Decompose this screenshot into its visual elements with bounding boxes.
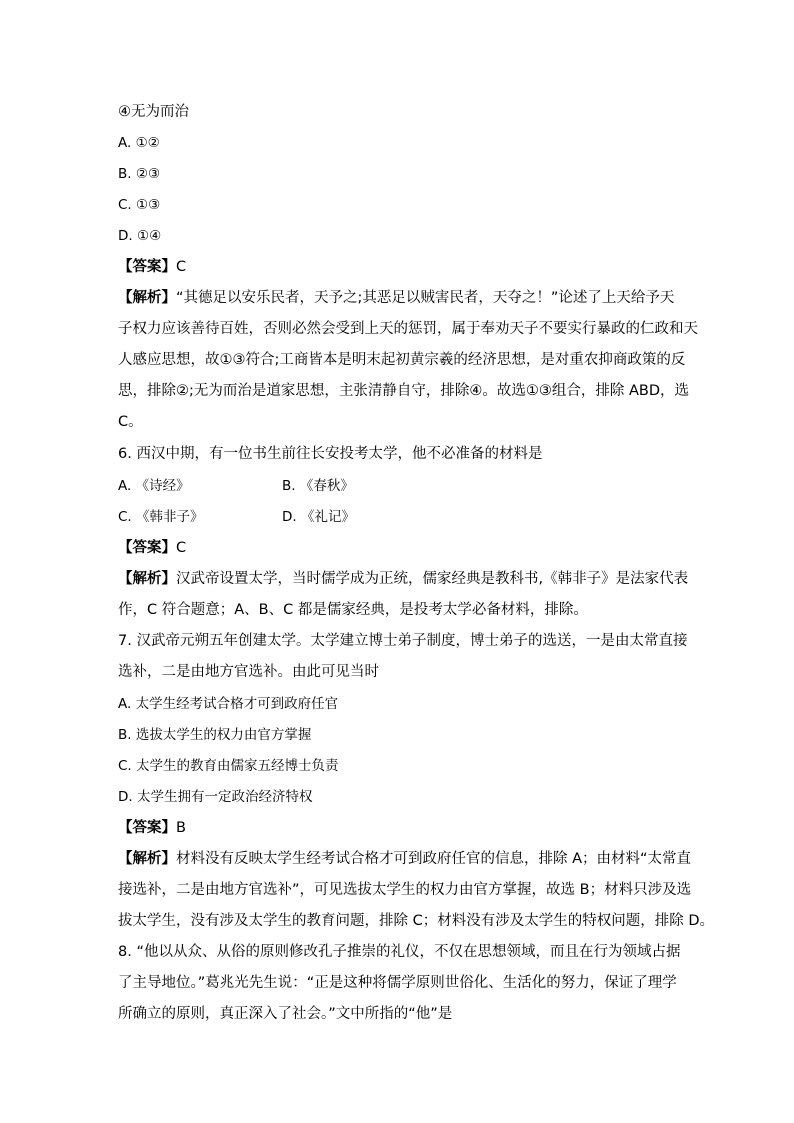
answer-value: C	[176, 540, 187, 556]
q5-analysis-line-3: 人感应思想，故①③符合;工商皆本是明末起初黄宗羲的经济思想，是对重农抑商政策的反	[118, 352, 686, 368]
answer-tag: 【答案】	[118, 820, 176, 836]
q6-option-a: A. 《诗经》	[118, 478, 190, 494]
q6-answer	[118, 538, 678, 558]
q7-option-b: B. 选拔太学生的权力由官方掌握	[118, 727, 312, 743]
q8-stem-line-1: 8. “他以从众、从俗的原则修改孔子推崇的礼仪，不仅在思想领域，而且在行为领域占据	[118, 944, 681, 960]
q5-item-4: ④无为而治	[118, 104, 189, 120]
q6-options-row-1	[118, 476, 678, 496]
q8-stem-line-3: 所确立的原则，真正深入了社会。”文中所指的“他”是	[118, 1006, 453, 1022]
q7-analysis-line-2: 接选补，二是由地方官选补”，可见选拔太学生的权力由官方掌握，故选 B；材料只涉及选	[118, 882, 692, 898]
q5-analysis-line-1	[118, 288, 678, 308]
q6-analysis-line-2: 作，C 符合题意；A、B、C 都是儒家经典，是投考太学必备材料，排除。	[118, 602, 588, 618]
analysis-text: 材料没有反映太学生经考试合格才可到政府任官的信息，排除 A；由材料“太常直	[176, 851, 692, 867]
analysis-tag: 【解析】	[118, 290, 176, 306]
q7-answer	[118, 818, 678, 838]
q6-stem: 6. 西汉中期，有一位书生前往长安投考太学，他不必准备的材料是	[118, 446, 543, 462]
q8-stem-line-2: 了主导地位。”葛兆光先生说：“正是这种将儒学原则世俗化、生活化的努力，保证了理学	[118, 975, 677, 991]
answer-tag: 【答案】	[118, 540, 176, 556]
q7-option-d: D. 太学生拥有一定政治经济特权	[118, 789, 313, 805]
answer-value: C	[176, 259, 187, 275]
q7-analysis-line-3: 拔太学生，没有涉及太学生的教育问题，排除 C；材料没有涉及太学生的特权问题，排除 D。	[118, 913, 715, 929]
q5-analysis-line-5: C。	[118, 414, 143, 430]
analysis-text: “其德足以安乐民者，天予之;其恶足以贼害民者，天夺之！”论述了上天给予天	[176, 290, 675, 306]
q7-option-c: C. 太学生的教育由儒家五经博士负责	[118, 758, 339, 774]
analysis-tag: 【解析】	[118, 851, 176, 867]
q5-option-b: B. ②③	[118, 166, 161, 182]
analysis-tag: 【解析】	[118, 571, 176, 587]
q7-analysis-line-1	[118, 849, 692, 869]
q5-answer	[118, 257, 678, 277]
q5-option-a: A. ①②	[118, 135, 160, 151]
q6-option-b: B. 《春秋》	[282, 478, 354, 494]
answer-tag: 【答案】	[118, 259, 176, 275]
q6-option-d: D. 《礼记》	[282, 509, 355, 525]
analysis-text: 汉武帝设置太学，当时儒学成为正统，儒家经典是教科书,《韩非子》是法家代表	[176, 571, 689, 587]
q6-analysis-line-1	[118, 569, 689, 589]
answer-value: B	[176, 820, 186, 836]
q7-stem-line-1: 7. 汉武帝元朔五年创建太学。太学建立博士弟子制度，博士弟子的选送，一是由太常直接	[118, 633, 688, 649]
q6-option-c: C. 《韩非子》	[118, 509, 204, 525]
q7-option-a: A. 太学生经考试合格才可到政府任官	[118, 696, 339, 712]
q6-options-row-2	[118, 507, 678, 527]
q5-analysis-line-2: 子权力应该善待百姓，否则必然会受到上天的惩罚，属于奉劝天子不要实行暴政的仁政和天	[118, 321, 698, 337]
q5-option-c: C. ①③	[118, 197, 161, 213]
q5-analysis-line-4: 思，排除②;无为而治是道家思想，主张清静自守，排除④。故选①③组合，排除 ABD，选	[118, 383, 690, 399]
q5-option-d: D. ①④	[118, 228, 162, 244]
q7-stem-line-2: 选补，二是由地方官选补。由此可见当时	[118, 664, 379, 680]
